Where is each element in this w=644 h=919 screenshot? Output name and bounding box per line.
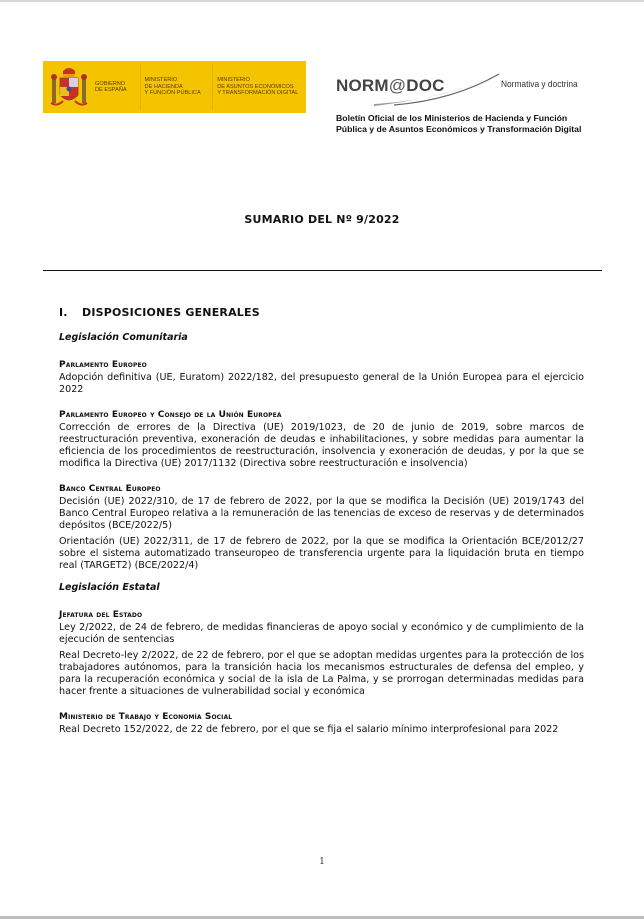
section-heading: I. DISPOSICIONES GENERALES [59, 306, 260, 319]
organization-group [59, 360, 584, 396]
gobierno-de-espana-label: GOBIERNO DE ESPAÑA [95, 80, 127, 93]
summary-content [59, 306, 584, 750]
organization-heading: Ministerio de Trabajo y Economía Social [59, 712, 233, 722]
organization-heading: Parlamento Europeo y Consejo de la Unión Europea [59, 410, 282, 420]
organization-heading: Jefatura del Estado [59, 610, 143, 620]
government-logo-banner [43, 61, 306, 113]
organization-group [59, 712, 584, 736]
subsection-heading: Legislación Comunitaria [59, 332, 188, 343]
list-item[interactable]: Orientación (UE) 2022/311, de 17 de febrero de 2022, por la que se modifica la Orientación BCE/2012/27 sobre el sistema automatizado transeuropeo de transferencia urgente para la liquidación bruta en tiempo real (TARGET2) (BCE/2022/4) [59, 536, 584, 571]
boletin-title: Boletín Oficial de los Ministerios de Hacienda y Función Pública y de Asuntos Económicos y Transformación Digital [336, 113, 582, 134]
list-item[interactable]: Corrección de errores de la Directiva (UE) 2019/1023, de 20 de junio de 2019, sobre marcos de reestructuración preventiva, exoneración de deudas e inhabilitaciones, y sobre medidas para aumentar la eficiencia de los procedimientos de reestructuración, insolvencia y exoneración de deudas, y por la que se modifica la Directiva (UE) 2017/1132 (Directiva sobre reestructuración e insolvencia) [59, 422, 584, 469]
normadoc-wordmark: NORM@DOC [336, 76, 445, 95]
normadoc-logo [334, 70, 604, 110]
horizontal-rule [43, 270, 602, 271]
list-item[interactable]: Real Decreto-ley 2/2022, de 22 de febrero, por el que se adoptan medidas urgentes para la protección de los trabajadores autónomos, para la transición hacia los mecanismos estructurales de defensa del empleo, y para la recuperación económica y social de la isla de La Palma, y se prorrogan determinadas medidas para hacer frente a situaciones de vulnerabilidad social y económica [59, 650, 584, 697]
logo-divider [212, 64, 213, 110]
organization-heading: Parlamento Europeo [59, 360, 147, 370]
document-title: SUMARIO DEL Nº 9/2022 [244, 213, 400, 226]
ministerio-hacienda-label: MINISTERIO DE HACIENDA Y FUNCIÓN PÚBLICA [144, 77, 201, 97]
list-item[interactable]: Real Decreto 152/2022, de 22 de febrero, por el que se fija el salario mínimo interprofesional para 2022 [59, 724, 559, 735]
coat-of-arms-icon [49, 65, 89, 109]
list-item[interactable]: Adopción definitiva (UE, Euratom) 2022/182, del presupuesto general de la Unión Europea para el ejercicio 2022 [59, 372, 584, 395]
logo-divider [140, 64, 141, 110]
organization-group [59, 484, 584, 572]
list-item[interactable]: Ley 2/2022, de 24 de febrero, de medidas financieras de apoyo social y económico y de cumplimiento de la ejecución de sentencias [59, 622, 584, 645]
list-item[interactable]: Decisión (UE) 2022/310, de 17 de febrero de 2022, por la que se modifica la Decisión (UE) 2019/1743 del Banco Central Europeo relativa a la remuneración de las tenencias de exceso de reservas y de determinados depósitos (BCE/2022/5) [59, 496, 584, 531]
normadoc-tagline: Normativa y doctrina [501, 79, 578, 90]
ministerio-asuntos-economicos-label: MINISTERIO DE ASUNTOS ECONÓMICOS Y TRANSFORMACIÓN DIGITAL [217, 77, 299, 97]
subsection-heading: Legislación Estatal [59, 582, 160, 593]
page-number: 1 [319, 857, 325, 867]
organization-heading: Banco Central Europeo [59, 484, 161, 494]
page-top-edge [0, 0, 644, 2]
organization-group [59, 610, 584, 698]
organization-group [59, 410, 584, 470]
